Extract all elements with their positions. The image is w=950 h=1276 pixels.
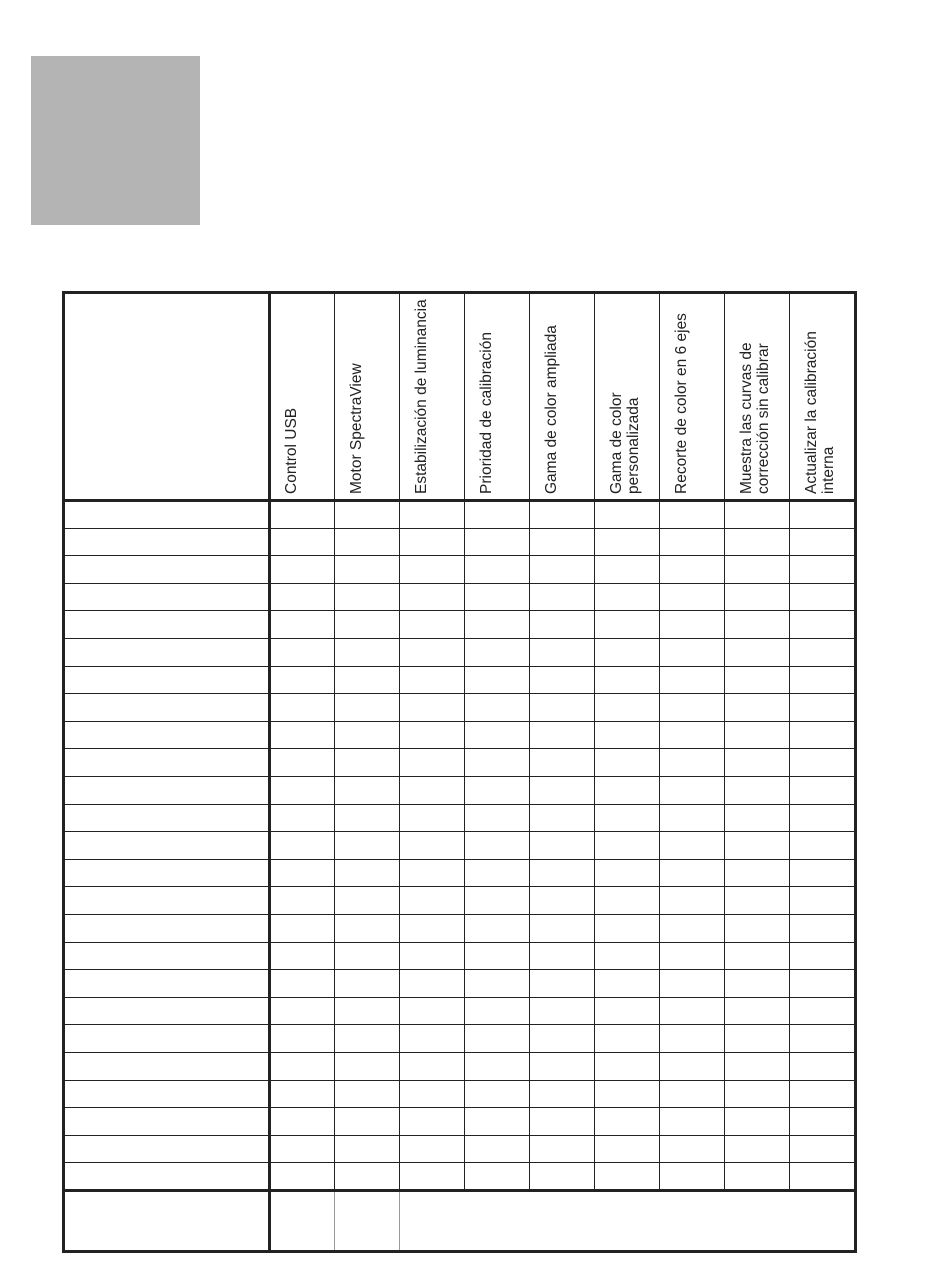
table-row xyxy=(65,500,854,528)
table-row xyxy=(65,1135,854,1163)
table-row xyxy=(65,1162,854,1190)
feature-table xyxy=(62,291,857,1253)
column-header-col-3 xyxy=(399,294,464,500)
column-header-label: Recorte de color en 6 ejes xyxy=(672,313,690,494)
column-header-col-2 xyxy=(334,294,399,500)
column-header-label: Muestra las curvas de corrección sin calibrar xyxy=(737,342,772,494)
table-row xyxy=(65,804,854,832)
image-placeholder xyxy=(31,56,200,225)
table-row xyxy=(65,693,854,721)
column-header-label: Motor SpectraView xyxy=(347,363,365,494)
table-row xyxy=(65,969,854,997)
column-header-label: Control USB xyxy=(282,407,300,494)
table-row xyxy=(65,528,854,556)
column-header-label: Gama de color personalizada xyxy=(607,392,642,494)
table-row xyxy=(65,748,854,776)
table-row xyxy=(65,997,854,1025)
table-row xyxy=(65,1024,854,1052)
table-row xyxy=(65,831,854,859)
column-header-label: Prioridad de calibración xyxy=(477,332,495,494)
column-header-col-4 xyxy=(464,294,529,500)
table-row xyxy=(65,1107,854,1135)
table-row xyxy=(65,555,854,583)
column-header-label: Gama de color ampliada xyxy=(542,325,560,494)
table-row xyxy=(65,666,854,694)
table-row xyxy=(65,859,854,887)
table-row xyxy=(65,1052,854,1080)
table-row xyxy=(65,610,854,638)
table-row xyxy=(65,914,854,942)
column-header-col-8 xyxy=(724,294,789,500)
column-header-col-1 xyxy=(269,294,334,500)
table-row xyxy=(65,721,854,749)
table-row xyxy=(65,942,854,970)
table-row xyxy=(65,1080,854,1108)
column-header-col-6 xyxy=(594,294,659,500)
column-header-col-5 xyxy=(529,294,594,500)
table-row xyxy=(65,886,854,914)
column-header-col-7 xyxy=(659,294,724,500)
table-row xyxy=(65,776,854,804)
column-header-col-9 xyxy=(789,294,854,500)
table-row xyxy=(65,638,854,666)
table-footer xyxy=(65,1190,854,1250)
column-header-label: Estabilización de luminancia xyxy=(412,299,430,494)
column-header-label: Actualizar la calibración interna xyxy=(802,331,837,494)
table-row xyxy=(65,583,854,611)
